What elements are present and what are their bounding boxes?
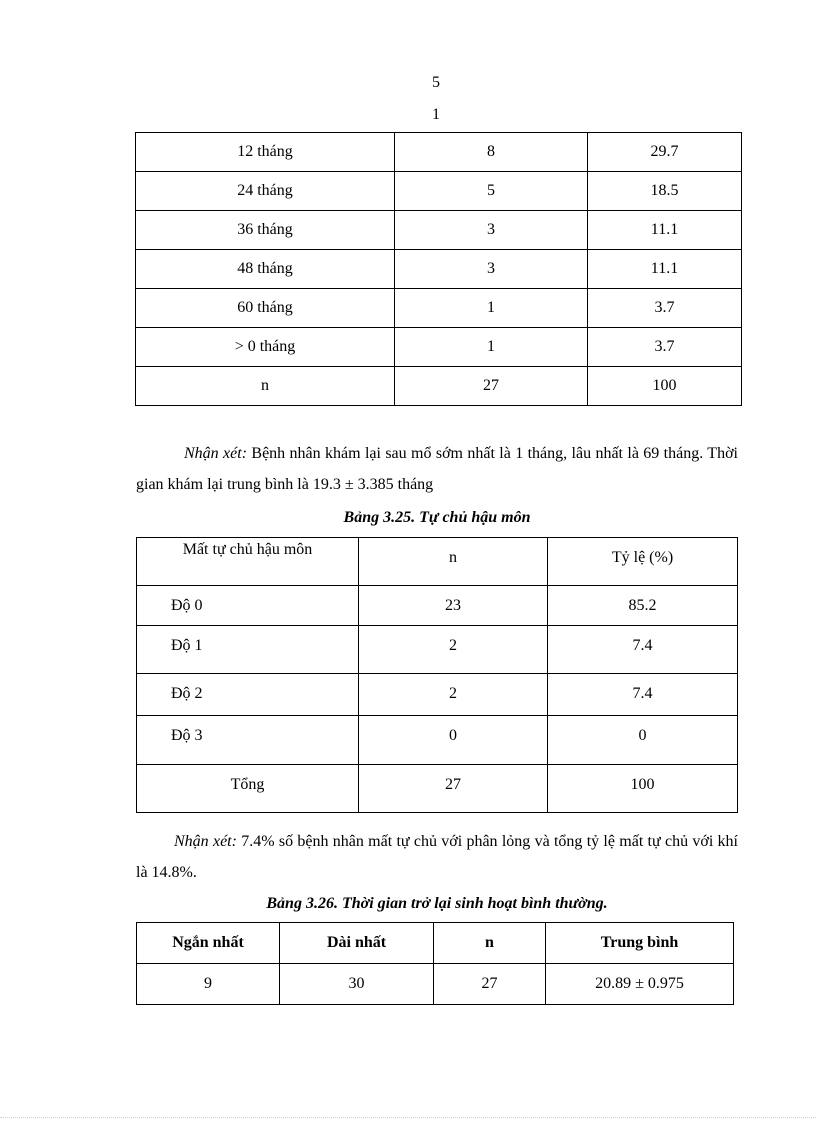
- table-cell: 3: [395, 211, 588, 250]
- table-cell: Độ 1: [137, 626, 359, 674]
- table-cell: 1: [395, 328, 588, 367]
- table-cell: 8: [395, 133, 588, 172]
- table-header-cell: Dài nhất: [280, 923, 434, 964]
- table-cell: 27: [359, 765, 548, 813]
- table-cell: 100: [548, 765, 738, 813]
- table-caption-return: Bảng 3.26. Thời gian trở lại sinh hoạt bình thường.: [266, 895, 608, 912]
- table-row: [136, 133, 742, 172]
- table-row: [136, 172, 742, 211]
- table-cell: 11.1: [588, 250, 742, 289]
- table-row: [137, 626, 738, 674]
- table-cell: 7.4: [548, 674, 738, 716]
- table-cell: Tổng: [137, 765, 359, 813]
- anal-continence-table: [136, 537, 738, 813]
- remark-follow-up: [136, 438, 738, 500]
- table-cell: 23: [359, 586, 548, 626]
- table-cell: 29.7: [588, 133, 742, 172]
- table-row: [137, 716, 738, 765]
- page-number-line-1: 5: [432, 74, 440, 91]
- table-row: [136, 211, 742, 250]
- table-header-cell: Ngắn nhất: [137, 923, 280, 964]
- table-row: [136, 289, 742, 328]
- table-cell: > 0 tháng: [136, 328, 395, 367]
- table-cell: Độ 0: [137, 586, 359, 626]
- table-cell: 27: [395, 367, 588, 406]
- table-cell: Độ 2: [137, 674, 359, 716]
- table-header-cell: n: [434, 923, 546, 964]
- table-row: [136, 367, 742, 406]
- table-row: [137, 674, 738, 716]
- table-row: [136, 328, 742, 367]
- table-cell: 60 tháng: [136, 289, 395, 328]
- remark-text: 7.4% số bệnh nhân mất tự chủ với phân lỏng và tổng tỷ lệ mất tự chủ với khí là 14.8%.: [136, 833, 738, 881]
- return-to-activity-table: [136, 922, 734, 1005]
- table-cell: Độ 3: [137, 716, 359, 765]
- page-bottom-divider: [0, 1117, 816, 1118]
- table-cell: 85.2: [548, 586, 738, 626]
- table-caption-continence: Bảng 3.25. Tự chủ hậu môn: [343, 509, 531, 526]
- table-cell: n: [136, 367, 395, 406]
- table-cell: 18.5: [588, 172, 742, 211]
- table-cell: 12 tháng: [136, 133, 395, 172]
- table-header-cell: Mất tự chủ hậu môn: [137, 538, 359, 586]
- table-cell: 1: [395, 289, 588, 328]
- table-cell: 3.7: [588, 289, 742, 328]
- table-cell: 2: [359, 626, 548, 674]
- remark-text: Bệnh nhân khám lại sau mổ sớm nhất là 1 tháng, lâu nhất là 69 tháng. Thời gian khám lại trung bình là 19.3 ± 3.385 tháng: [136, 445, 738, 493]
- table-cell: 36 tháng: [136, 211, 395, 250]
- table-row: [137, 964, 734, 1005]
- table-cell: 20.89 ± 0.975: [546, 964, 734, 1005]
- table-cell: 0: [548, 716, 738, 765]
- table-cell: 5: [395, 172, 588, 211]
- table-cell: 100: [588, 367, 742, 406]
- table-cell: 3: [395, 250, 588, 289]
- table-header-row: [137, 923, 734, 964]
- table-header-row: [137, 538, 738, 586]
- table-header-cell: Tỷ lệ (%): [548, 538, 738, 586]
- follow-up-duration-table: [135, 132, 742, 406]
- table-cell: 30: [280, 964, 434, 1005]
- table-cell: 24 tháng: [136, 172, 395, 211]
- table-cell: 11.1: [588, 211, 742, 250]
- table-cell: 3.7: [588, 328, 742, 367]
- table-row: [137, 586, 738, 626]
- table-cell: 27: [434, 964, 546, 1005]
- table-cell: 2: [359, 674, 548, 716]
- table-cell: 7.4: [548, 626, 738, 674]
- remark-label: Nhận xét:: [174, 833, 237, 850]
- table-row: [136, 250, 742, 289]
- table-header-cell: Trung bình: [546, 923, 734, 964]
- table-total-row: [137, 765, 738, 813]
- remark-continence: [136, 826, 738, 888]
- table-cell: 48 tháng: [136, 250, 395, 289]
- page-number-line-2: 1: [432, 106, 440, 123]
- table-header-cell: n: [359, 538, 548, 586]
- table-cell: 0: [359, 716, 548, 765]
- table-cell: 9: [137, 964, 280, 1005]
- remark-label: Nhận xét:: [184, 445, 248, 462]
